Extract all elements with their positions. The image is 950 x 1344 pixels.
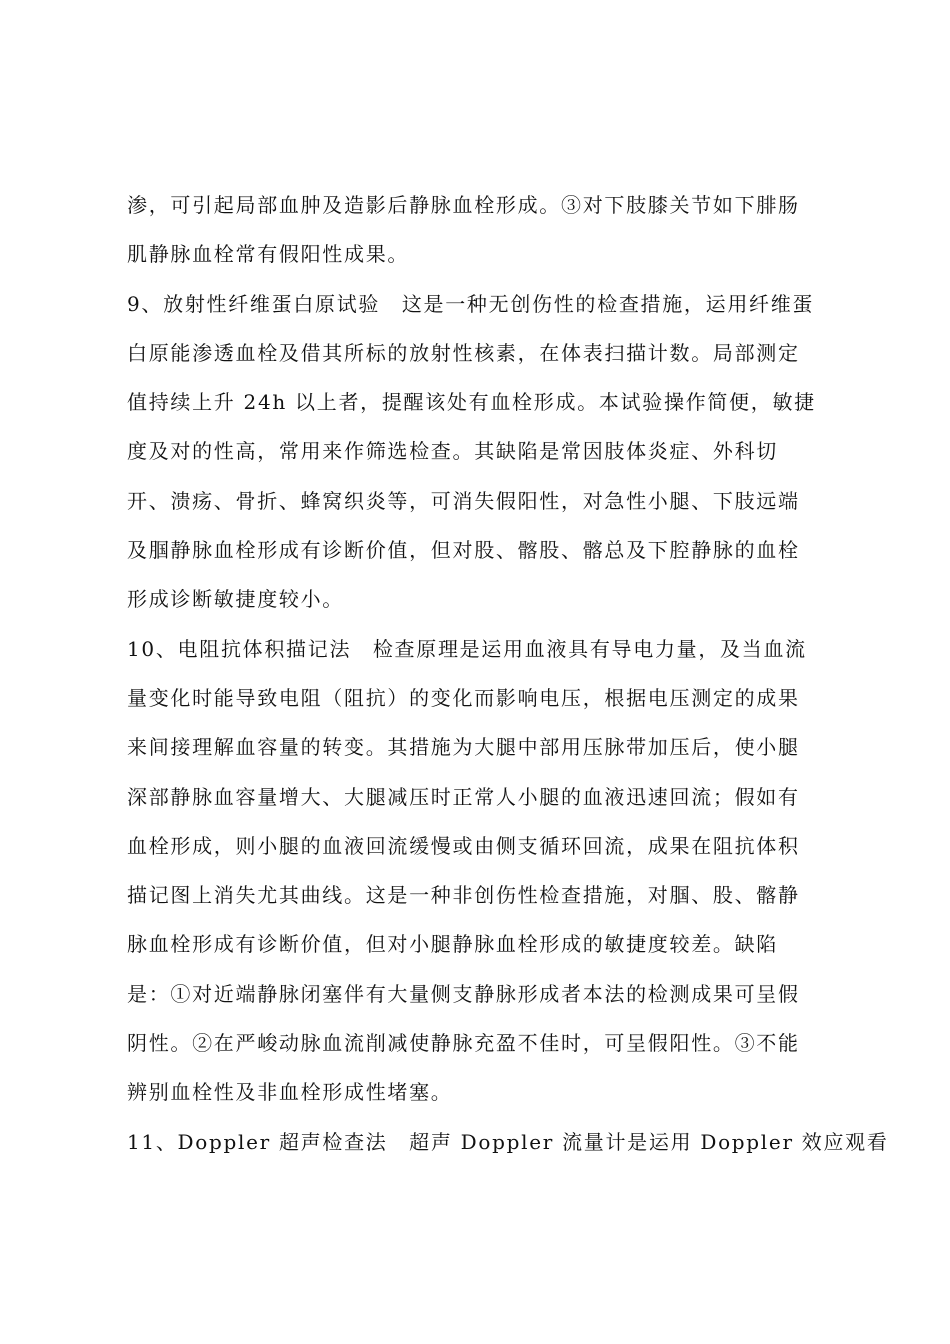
- text-line: 11、Doppler 超声检查法 超声 Doppler 流量计是运用 Doppler 效应观看: [127, 1129, 889, 1154]
- text-line: 值持续上升 24h 以上者，提醒该处有血栓形成。本试验操作简便，敏捷: [127, 390, 816, 415]
- text-line: 深部静脉血容量增大、大腿减压时正常人小腿的血液迅速回流；假如有: [127, 784, 800, 809]
- text-line: 阴性。②在严峻动脉血流削减使静脉充盈不佳时，可呈假阳性。③不能: [127, 1031, 800, 1056]
- text-line: 开、溃疡、骨折、蜂窝织炎等，可消失假阳性，对急性小腿、下肢远端: [127, 488, 800, 513]
- text-line: 形成诊断敏捷度较小。: [127, 587, 344, 612]
- text-line: 描记图上消失尤其曲线。这是一种非创伤性检查措施，对腘、股、髂静: [127, 883, 800, 908]
- text-line: 脉血栓形成有诊断价值，但对小腿静脉血栓形成的敏捷度较差。缺陷: [127, 932, 778, 957]
- text-line: 10、电阻抗体积描记法 检查原理是运用血液具有导电力量，及当血流: [127, 636, 807, 661]
- text-line: 辨别血栓性及非血栓形成性堵塞。: [127, 1080, 453, 1105]
- document-body: [127, 181, 889, 1167]
- text-line: 量变化时能导致电阻（阻抗）的变化而影响电压，根据电压测定的成果: [127, 685, 800, 710]
- text-line: 及腘静脉血栓形成有诊断价值，但对股、髂股、髂总及下腔静脉的血栓: [127, 538, 800, 563]
- text-line: 肌静脉血栓常有假阳性成果。: [127, 242, 410, 267]
- text-line: 白原能渗透血栓及借其所标的放射性核素，在体表扫描计数。局部测定: [127, 340, 800, 365]
- text-line: 渗，可引起局部血肿及造影后静脉血栓形成。③对下肢膝关节如下腓肠: [127, 193, 800, 217]
- text-line: 是：①对近端静脉闭塞伴有大量侧支静脉形成者本法的检测成果可呈假: [127, 981, 800, 1006]
- text-line: 度及对的性高，常用来作筛选检查。其缺陷是常因肢体炎症、外科切: [127, 439, 778, 464]
- text-line: 来间接理解血容量的转变。其措施为大腿中部用压脉带加压后，使小腿: [127, 735, 800, 760]
- text-line: 血栓形成，则小腿的血液回流缓慢或由侧支循环回流，成果在阻抗体积: [127, 833, 800, 858]
- text-line: 9、放射性纤维蛋白原试验 这是一种无创伤性的检查措施，运用纤维蛋: [127, 291, 815, 316]
